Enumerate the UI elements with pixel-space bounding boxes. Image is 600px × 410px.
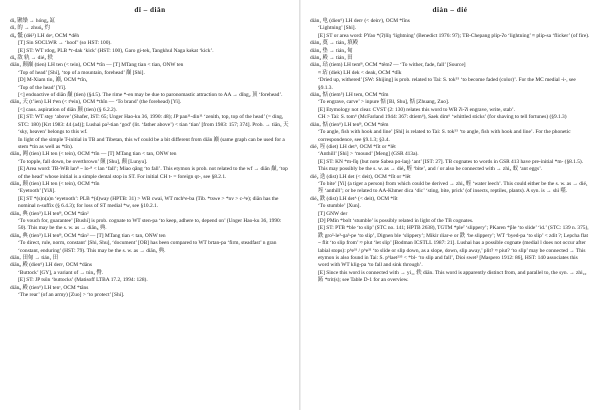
entry-headword-line: dì₈ 骶 (dèi²) LH deᶜ, OCM *dêh <box>10 32 80 39</box>
entry-detail-line: ‘Lightning’ [Shi]. <box>318 25 356 32</box>
entry-detail-line: ‘To angle, fish with hook and line’ [Shi] is related to Tai: S. tok⁵⁵ ‘to angle, fish with hook and line’. For the phonetic correspondence, see §9.1.3; §3.4. <box>318 129 571 143</box>
right-page <box>300 0 600 410</box>
entry-detail-line: ‘Anthill’ [Shi] > ‘mound’ [Meng] (GSR 413a). <box>318 151 419 158</box>
left-page-body <box>10 18 290 299</box>
entry-headword-line: diàn₆ 惦 (tiem⁵) LH tem, OCM *tîm <box>310 92 389 99</box>
entry-detail-line: [E] ST *(s)n(a)n ‘eyetooth’: PLB *(d)way (HPTB: 31) > WB cwai, WT mchʰe-ba (Tib. *tswe > *nv > c‑ʰe); diān has the nominal n-suffix (§ 6.4.3); for loss of ST medial *w, see §10.2.1. <box>18 195 279 210</box>
entry-headword-line: diàn₇ 惦 (tien⁶) LH tenᴮ, OCM *têm <box>310 121 389 128</box>
entry-headword-line: diàn₂ 奠 → tián₂ 填殿 <box>310 40 359 47</box>
entry-headword-line: dì₇ 的 → zhuó₆ 灼 <box>10 25 50 32</box>
entry-headword-line: dié₁ 垤 (diet) LH detᴬ, OCM *lît or *lêt <box>310 143 396 150</box>
entry-detail-line: [E] ST: JP tsǔn ‘buttocks’ (Matisoff LTBA 17.2, 1994: 128). <box>18 277 148 284</box>
entry-detail-line: ‘Dried up, withered’ [SW: Shijing] is prob. related to Tai: S. tok⁵⁵ ‘to become faded (color)’. For the MC medial -i-, see §9.1.3. <box>318 77 576 91</box>
entry-detail-line: ≈ 玷 (diek) LH dek < deak, OCM *dîk <box>318 69 402 76</box>
entry-detail-line: ‘Top of head’ [Shi], ‘top of a mountain, forehead’ 巅 [Shi]. <box>18 69 145 76</box>
entry-headword-line: dì₉ 敌 轨 → dié₃ 轶 <box>10 55 53 62</box>
entry-detail-line: ‘To topple, fall down, be overthrown’ 颠 [Shu], 颠 [Lunyu]. <box>18 158 148 165</box>
entry-detail-line: ‘Top of the head’ [Yi]. <box>18 84 67 91</box>
entry-detail-line: [D] M-Xiam tin₁ 巅, OCM *tîn₁ <box>18 77 88 84</box>
entry-detail-line: ‘Buttock’ [GY], a variant of → tún₃ 臀. <box>18 269 104 276</box>
entry-headword-line: diān₅ 典 (tien⁵) LH tenᴮ, OCM *tân² <box>10 210 89 217</box>
entry-detail-line: ‘The rear’ (of an army) [Zuo] > ‘to protect’ [Shi]. <box>18 292 125 299</box>
entry-headword-line: dié₃ 跌 (dist) LH detᴬ (< deit), OCM *lît <box>310 195 398 202</box>
entry-detail-line: [E] ST or area word: PYao *(ʔ)lǐŋ ‘lightning’ (Benedict 1976: 97); TB-Chepang plip-ʔo ‘lightning’ ≈ plip-sa ‘flicker’ (of fire). <box>318 32 590 39</box>
entry-detail-line: ‘To bite’ [Yi] (a tiger a person) from which could be derived → zhi₃ 蛭 ‘water leech’. This could either be the s. w. as → dié₁ 垤 ‘anthill’; or be related to AA-Khmer dica ‘dic’ ‘sting, bite, prick’ (of insects, reptiles, plants). A syn. is → shì 噬. <box>318 180 588 195</box>
entry-headword-line: diàn₃ 垫 → tián₃ 甸 <box>310 47 353 54</box>
entry-detail-line: [T] Sin SOCLWR → ‘hoof’ (so HST: 100). <box>18 40 112 47</box>
entry-detail-line: [E] Etymology not clear. CVST (2: 130) relates this word to WB ʔi‑ʔi engrave, write, stab’. <box>318 106 515 113</box>
entry-detail-line: ‘Eyetooth’ [YiJi]. <box>18 188 56 195</box>
entry-headword-line: diān₇ 田甸 → tián₁ 田 <box>10 255 59 261</box>
entry-headword-line: diān₁ 颠巅 (tien) LH ten (< tein), OCM *tîn — [T] MTang tian < tian, ONW ten <box>10 62 184 69</box>
entry-detail-line: CH > Tai: S. tom⁶ (McFarland 1944: 367: dtiem⁶), Saek dim⁶ ‘whittled sticks’ (for shaving to tell fortunes) (§9.1.3) <box>318 114 567 121</box>
entry-headword-line: diàn₁ 电 (dien⁶) LH denᶜ (< deinᶜ), OCM *lîns <box>310 18 410 24</box>
entry-detail-line: ‘To direct, rule, norm, constant’ [Shi, Shu], ‘document’ [OB] has been compared to WT brtan-pa ‘firm, steadfast’ n gran ‘constant, enduring’ (HST: 79). This may be the s. w. as → diān₅ 典. <box>18 240 277 254</box>
entry-headword-line: diàn₄ 殿 → tián₁ 田 <box>310 55 353 62</box>
entry-detail-line: In light of the simple T-initial in TB and Tibetan, this wf could be a bit different from diān 巅 (same graph can be used for a stem *tin as well as *tîn). <box>18 136 285 150</box>
entry-headword-line: dìₐ 锹缲 → hóng₂ 缸 <box>10 18 56 24</box>
entry-detail-line: [E] ST: KN *m-lîŋ (but note Sabea pɑ-laŋ) ‘ant’ [IST: 27]. TB cognates to words in GSR 413 have pre-initial *m- (§8.1.5). This may possibly be the s. w. as → dié₃ 蛭 ‘bite’, and / or also be connected with → zhi₃ 蚁 ‘ant eggs’. <box>318 158 584 173</box>
entry-detail-line: ‘To vouch for, guarantee’ [Bushi] is prob. cognate to WT sten-pa ‘to keep, adhere to, depend on’ (Unger Hao-ku 36, 1990: 50). This may be the s. w. as → diān₆ 典. <box>18 217 282 232</box>
right-page-body <box>310 18 590 285</box>
entry-detail-line: [E] ST: WT rdog, PLB *r-dak ‘kick’ (HST: 100), Garo gi-tek, Tangkhul Naga kəkat ‘kick’. <box>18 47 214 54</box>
entry-detail-line: ‘To stumble’ [Xun]. <box>318 203 361 210</box>
entry-headword-line: diān₃ 阗 (tien) LH ten (< tein), OCM *tîn — [T] MTang tian < tan, ONW ten <box>10 151 177 158</box>
entry-headword-line: dié₂ 迭 (dist) LH det (< deit), OCM *lît or *lêt <box>310 173 411 180</box>
entry-detail-line: [D] PMin *bolt ‘stumble’ is possibly related in light of the TB cognates. <box>318 217 474 224</box>
entry-detail-line: [E] Since this word is connected with → yi₁₁ 轶 diān. This word is apparently distinct from, and parallel to, the syn. → zhi₁₀ 跖 *trit(s); see Table D-1 for an overview. <box>318 269 587 284</box>
entry-headword-line: diàn₅ 玷 (tiem) LH temᴮ, OCM *têmʔ — ‘To wither, fade, fall’ [Source] <box>310 62 466 69</box>
entry-detail-line: [T] GNW der <box>318 210 348 217</box>
page-header-left: dī – diān <box>134 6 166 14</box>
entry-detail-line: [<] endoactive of diān 巅 (tien) (§4.5). The rime *-en may be due to paronomastic attraction to AA → dǐng₂ 顶 ‘forehead’. <box>18 92 283 99</box>
entry-headword-line: diān₄ 颠 (tien) LH ten (< tein), OCM *tîn <box>10 180 100 187</box>
entry-headword-line: diān₈ 殿 (dien⁶) LH denᶜ, OCM *dâns <box>10 262 92 269</box>
page-header-right: diàn – dié <box>432 6 468 14</box>
entry-headword-line: diān₂ 天 (t’ien) LH tʰen (< tʰein), OCM *thîn — ‘To brand’ (the forehead) [Yi]. <box>10 99 182 106</box>
entry-detail-line: ‘To engrave, carve’ > inpure 惦 [Bl, Shu], 惦 [Zhuang, Zuo]. <box>318 99 450 106</box>
entry-detail-line: [<] caus. aspiration of diān 颠 (tien) (§ 6.2.2). <box>18 106 117 113</box>
entry-headword-line: diān₆ 典 (tien⁵) LH tenᴮ, OCM *tân² — [T] MTang tian < tan, ONW ten <box>10 232 166 239</box>
entry-detail-line: [E] Area word: TB-WB lan⁸ ~ lo‑⁸ < lan ‘fall’; Miao qǎng ‘to fall’. This etymon is prob. not related to the wf → diān 巅, ‘top of the head’ whose initial is a simple dental stop in ST. For initial CH t- = foreign qt-, see §8.2.1. <box>18 166 288 180</box>
entry-detail-line: [E] ST: WT stęy ‘above’ (Shafer, IST: 65; Unger Hao-ku 36, 1990: 48); JP pan¹¹-din¹¹ ‘zenith, top, top of the head’ (= ding, STC: 180) [Krt 1983: 44 (a4)]; Lushai pa²-tian ‘god’ (lit. ‘father above’) < tian ‘tian’ [from 1983: 157; 374]. Prob. → tiān₁ 天 ‘sky, heaven’ belongs to this wf. <box>18 114 289 136</box>
entry-detail-line: [E] ST: PTB *ble ‘to slip’ (STC no. 141; HPTB 2638), TGTM *pleˀ ‘slippery’; PKaren *p̃le ‘to slide’ ‘id.’ (STC: 139 n. 375), 跌 gro²-le³-ɡa³-pe ‘to slip’, Dignen ble ‘slippery’; Mikir ɪliar-e or 跌 ‘be slippery’; WT ‘byed-pa ‘to slip’ < zdit ?; Lepcha flat ~ flit ‘to slip from’ ≈ plut ‘let slip’ [Bodman ICSTLL 1987: 21]. Lushai has a possible cognate (medial l does not occur after labial stops): pʰe³¹ / pʰe³¹ ‘to slide or slip down, as a slope, down, slip away,’ plit? ≈ piut? ‘to slip’ may be connected → This etymon is also found in Tai: S. pʰlaet²³⁵ < *bl- ‘to slip and fall’, Dioi swet² [Maspero 1912: 86], HST: 140 associates this word with WT klig-pa ‘to fall and sink through’. <box>318 225 589 269</box>
entry-headword-line: diān₉ 殿 (tien⁶) LH tenᶜ, OCM *tâns <box>10 284 89 291</box>
